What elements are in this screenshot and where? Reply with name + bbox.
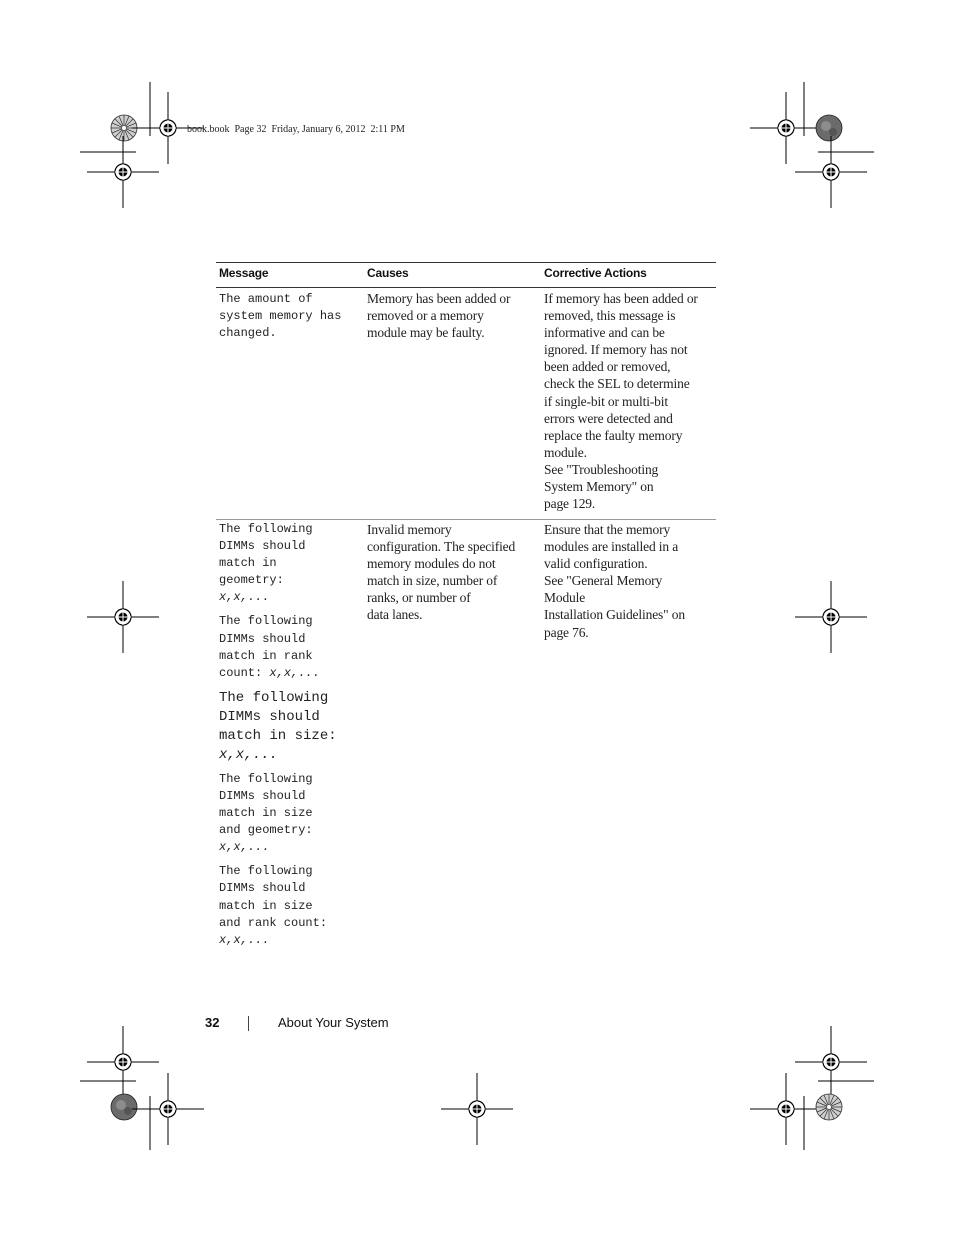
- registration-mark-icon: [87, 136, 159, 208]
- footer-chapter-title: About Your System: [278, 1015, 389, 1030]
- registration-mark-icon: [87, 581, 159, 653]
- row1-message: The amount of system memory has changed.: [219, 292, 342, 341]
- row2-message-geometry: The following DIMMs should match in geometry: x,x,...: [219, 522, 313, 605]
- registration-mark-icon: [750, 92, 822, 164]
- row2-message-size-geometry: The following DIMMs should match in size and geometry: x,x,...: [219, 771, 313, 855]
- registration-mark-icon: [132, 1073, 204, 1145]
- header-rule: [216, 287, 716, 288]
- row1-causes: Memory has been added or removed or a memory module may be faulty.: [367, 291, 511, 341]
- registration-mark-icon: [795, 581, 867, 653]
- registration-mark-icon: [795, 1026, 867, 1098]
- print-slug-line: book.book Page 32 Friday, January 6, 2012 2:11 PM: [187, 124, 405, 135]
- dark-target-icon: [816, 115, 842, 141]
- registration-mark-icon: [750, 1073, 822, 1145]
- row2-message-rank-count: The following DIMMs should match in rank count: x,x,...: [219, 614, 320, 680]
- row-divider: [216, 519, 716, 520]
- table-top-rule: [216, 262, 716, 263]
- row1-actions: If memory has been added or removed, this message is informative and can be ignored. If memory has not been added or removed, check the SEL to determine if single-bit or multi-bit errors were detected and replace the faulty memory module. See "Troubleshooting System Memory" on page 129.: [544, 291, 698, 512]
- registration-mark-icon: [441, 1073, 513, 1145]
- row2-messages: [219, 521, 364, 949]
- registration-mark-icon: [87, 1026, 159, 1098]
- header-message: Message: [219, 266, 269, 280]
- header-corrective-actions: Corrective Actions: [544, 266, 647, 280]
- dark-target-icon: [111, 1094, 137, 1120]
- registration-mark-icon: [795, 136, 867, 208]
- row2-actions: Ensure that the memory modules are installed in a valid configuration. See "General Memory Module Installation Guidelines" on page 76.: [544, 522, 685, 640]
- footer-separator: [248, 1016, 249, 1031]
- page-number: 32: [205, 1015, 220, 1030]
- row2-message-size: The following DIMMs should match in size: x,x,...: [219, 689, 337, 763]
- header-causes: Causes: [367, 266, 409, 280]
- row2-causes: Invalid memory configuration. The specified memory modules do not match in size, number of ranks, or number of data lanes.: [367, 522, 516, 623]
- star-target-icon: [816, 1094, 842, 1120]
- row2-message-size-rank-count: The following DIMMs should match in size and rank count: x,x,...: [219, 864, 328, 947]
